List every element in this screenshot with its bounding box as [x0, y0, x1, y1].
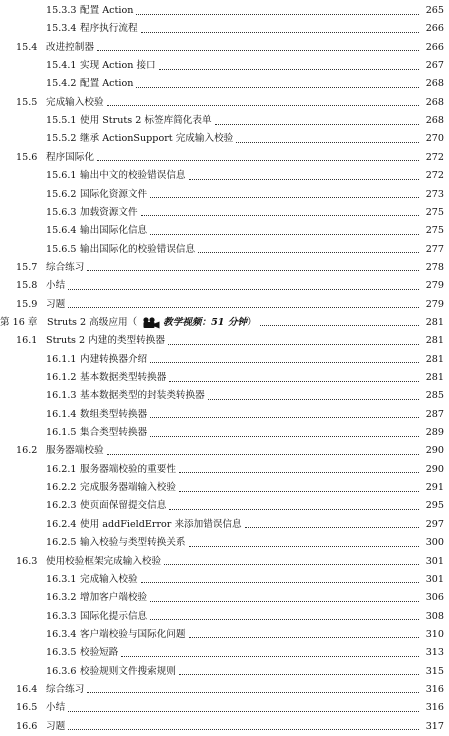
toc-page-number: 306	[425, 592, 444, 604]
toc-title: 集合类型转换器	[80, 427, 148, 439]
dot-leader	[164, 564, 419, 565]
toc-page-number: 281	[425, 316, 444, 328]
toc-section-row[interactable]	[0, 259, 449, 277]
toc-title: 配置 Action	[80, 5, 134, 16]
dot-leader	[97, 50, 419, 51]
toc-page-number: 275	[425, 206, 444, 218]
toc-number: 16.1.4	[46, 408, 77, 420]
dot-leader	[189, 179, 419, 180]
toc-page-number: 315	[425, 665, 444, 677]
toc-number: 16.2.5	[46, 537, 77, 549]
toc-subsection-row[interactable]	[0, 461, 449, 479]
toc-title: 输出国际化信息	[80, 225, 148, 237]
toc-subsection-row[interactable]	[0, 351, 449, 369]
toc-title: 校验短路	[80, 647, 119, 659]
toc-page-number: 295	[425, 500, 444, 512]
toc-page-number: 281	[425, 335, 444, 347]
dot-leader	[68, 729, 419, 730]
toc-number: 15.5	[16, 96, 38, 108]
toc-page-number: 268	[425, 115, 444, 127]
dot-leader	[68, 307, 419, 308]
toc-number: 15.7	[16, 261, 38, 273]
toc-title: 完成服务器端输入校验	[80, 482, 176, 494]
toc-page-number: 270	[425, 133, 444, 145]
toc-page-number: 285	[425, 390, 444, 402]
dot-leader	[121, 656, 419, 657]
toc-subsection-row[interactable]	[0, 644, 449, 662]
toc-page-number: 279	[425, 298, 444, 310]
toc-page-number: 265	[425, 5, 444, 16]
toc-subsection-row[interactable]	[0, 589, 449, 607]
toc-page-number: 310	[425, 628, 444, 640]
toc-section-row[interactable]	[0, 39, 449, 57]
toc-title: 基本数据类型的封装类转换器	[80, 390, 205, 402]
toc-subsection-row[interactable]	[0, 57, 449, 75]
dot-leader	[150, 436, 419, 437]
toc-number: 15.3.4	[46, 23, 77, 35]
toc-title: 国际化提示信息	[80, 610, 148, 622]
toc-number: 15.4	[16, 41, 38, 53]
toc-page-number: 317	[425, 720, 444, 732]
toc-page-number: 316	[425, 702, 444, 714]
toc-number: 16.2.1	[46, 463, 77, 475]
toc-subsection-row[interactable]	[0, 112, 449, 130]
toc-number: 15.6.5	[46, 243, 77, 255]
toc-title: 完成输入校验	[80, 573, 138, 585]
toc-number: 16.3.4	[46, 628, 77, 640]
toc-number: 16.6	[16, 720, 38, 732]
toc-title: Struts 2 内建的类型转换器	[46, 335, 165, 347]
toc-subsection-row[interactable]	[0, 130, 449, 148]
toc-number: 15.4.1	[46, 60, 77, 72]
toc-number: 15.6.4	[46, 225, 77, 237]
toc-title: 输出中文的校验错误信息	[80, 170, 186, 182]
toc-page-number: 281	[425, 353, 444, 365]
dot-leader	[179, 674, 419, 675]
toc-subsection-row[interactable]	[0, 626, 449, 644]
video-badge	[139, 314, 247, 332]
toc-title: 基本数据类型转换器	[80, 372, 167, 383]
toc-title: 使用 Struts 2 标签库简化表单	[80, 115, 212, 127]
toc-subsection-row[interactable]	[0, 424, 449, 442]
toc-page-number: 272	[425, 151, 444, 163]
toc-title: 内建转换器介绍	[80, 353, 148, 365]
toc-page-number: 266	[425, 41, 444, 53]
toc-number: 15.9	[16, 298, 38, 310]
toc-section-row[interactable]	[0, 681, 449, 699]
dot-leader	[136, 87, 419, 88]
toc-number: 15.5.2	[46, 133, 77, 145]
toc-number: 15.6.3	[46, 206, 77, 218]
toc-title: 继承 ActionSupport 完成输入校验	[80, 133, 234, 145]
toc-number: 16.3.1	[46, 573, 77, 585]
dot-leader	[208, 399, 419, 400]
dot-leader	[179, 491, 419, 492]
toc-page-number: 297	[425, 518, 444, 530]
toc-title: 综合练习	[46, 261, 85, 273]
toc-title: 增加客户端校验	[80, 592, 148, 604]
toc-page-number: 290	[425, 445, 444, 457]
toc-section-row[interactable]	[0, 699, 449, 717]
toc-page-number: 275	[425, 225, 444, 237]
toc-number: 16.3.3	[46, 610, 77, 622]
dot-leader	[260, 325, 419, 326]
closing-paren: ）	[247, 316, 257, 328]
toc-number: 15.6.2	[46, 188, 77, 200]
dot-leader	[198, 252, 419, 253]
toc-subsection-row[interactable]	[0, 167, 449, 185]
toc-page-number: 267	[425, 60, 444, 72]
dot-leader	[150, 197, 419, 198]
toc-number: 15.8	[16, 280, 38, 292]
toc-page-number: 291	[425, 482, 444, 494]
toc-number: 16.2.2	[46, 482, 77, 494]
toc-number: 第 16 章	[0, 316, 38, 328]
toc-title: 使用校验框架完成输入校验	[46, 555, 162, 567]
toc-title: 程序国际化	[46, 151, 94, 163]
toc-title: 程序执行流程	[80, 23, 138, 35]
toc-page-number: 300	[425, 537, 444, 549]
toc-page-number: 301	[425, 555, 444, 567]
toc-number: 16.1.5	[46, 427, 77, 439]
toc-page-number: 268	[425, 78, 444, 90]
dot-leader	[107, 105, 419, 106]
toc-page-number: 290	[425, 463, 444, 475]
toc-title: 输入校验与类型转换关系	[80, 537, 186, 549]
dot-leader	[179, 472, 419, 473]
toc-page-number: 289	[425, 427, 444, 439]
toc-number: 16.3	[16, 555, 38, 567]
dot-leader	[87, 270, 419, 271]
toc-subsection-row[interactable]	[0, 608, 449, 626]
toc-title: 使用 addFieldError 来添加错误信息	[80, 518, 242, 530]
dot-leader	[159, 69, 419, 70]
toc-section-row[interactable]	[0, 442, 449, 460]
toc-subsection-row[interactable]	[0, 186, 449, 204]
toc-page-number: 277	[425, 243, 444, 255]
toc-subsection-row[interactable]	[0, 516, 449, 534]
toc-number: 15.6	[16, 151, 38, 163]
dot-leader	[189, 546, 419, 547]
toc-number: 16.3.5	[46, 647, 77, 659]
toc-title: 小结	[46, 280, 66, 292]
toc-title: 服务器端校验	[46, 445, 104, 457]
toc-page-number: 287	[425, 408, 444, 420]
toc-subsection-row[interactable]	[0, 204, 449, 222]
toc-title: 习题	[46, 720, 66, 732]
toc-subsection-row[interactable]	[0, 241, 449, 259]
dot-leader	[189, 637, 419, 638]
toc-subsection-row[interactable]	[0, 406, 449, 424]
toc-title: 数组类型转换器	[80, 408, 148, 420]
toc-chapter-row[interactable]	[0, 314, 449, 332]
dot-leader	[97, 160, 419, 161]
toc-page-number: 266	[425, 23, 444, 35]
toc-number: 16.1	[16, 335, 38, 347]
dot-leader	[236, 142, 419, 143]
dot-leader	[141, 215, 419, 216]
dot-leader	[141, 582, 419, 583]
toc-subsection-row[interactable]	[0, 222, 449, 240]
toc-subsection-row[interactable]	[0, 663, 449, 681]
dot-leader	[87, 692, 419, 693]
toc-subsection-row[interactable]	[0, 20, 449, 38]
toc-subsection-row[interactable]	[0, 387, 449, 405]
toc-section-row[interactable]	[0, 332, 449, 350]
dot-leader	[169, 381, 419, 382]
toc-page-number: 279	[425, 280, 444, 292]
toc-number: 16.1.2	[46, 372, 77, 383]
toc-page-number: 273	[425, 188, 444, 200]
dot-leader	[68, 711, 419, 712]
toc-number: 15.6.1	[46, 170, 77, 182]
dot-leader	[169, 509, 419, 510]
toc-page-number: 308	[425, 610, 444, 622]
toc-title: 小结	[46, 702, 66, 714]
toc-title: 使页面保留提交信息	[80, 500, 167, 512]
toc-title: Struts 2 高级应用（	[47, 316, 138, 328]
toc-title: 校验规则文件搜索规则	[80, 665, 176, 677]
toc-subsection-row[interactable]	[0, 497, 449, 515]
toc-title: 配置 Action	[80, 78, 134, 90]
toc-page-number: 268	[425, 96, 444, 108]
toc-number: 16.2.3	[46, 500, 77, 512]
toc-number: 16.1.3	[46, 390, 77, 402]
dot-leader	[150, 417, 419, 418]
toc-title: 客户端校验与国际化问题	[80, 628, 186, 640]
toc-subsection-row[interactable]	[0, 534, 449, 552]
dot-leader	[150, 601, 419, 602]
toc-title: 输出国际化的校验错误信息	[80, 243, 196, 255]
toc-number: 15.5.1	[46, 115, 77, 127]
toc-subsection-row[interactable]	[0, 479, 449, 497]
toc-page-number: 316	[425, 683, 444, 695]
toc-page-number: 301	[425, 573, 444, 585]
toc-page-number: 281	[425, 372, 444, 383]
toc-subsection-row[interactable]	[0, 369, 449, 387]
video-duration: 教学视频：51 分钟	[163, 316, 248, 328]
toc-section-row[interactable]	[0, 296, 449, 314]
dot-leader	[150, 234, 419, 235]
dot-leader	[245, 527, 419, 528]
toc-section-row[interactable]	[0, 277, 449, 295]
toc-section-row[interactable]	[0, 94, 449, 112]
dot-leader	[141, 32, 419, 33]
toc-subsection-row[interactable]	[0, 571, 449, 589]
toc-section-row[interactable]	[0, 149, 449, 167]
toc-title: 完成输入校验	[46, 96, 104, 108]
toc-number: 16.5	[16, 702, 38, 714]
toc-subsection-row[interactable]	[0, 75, 449, 93]
toc-title: 服务器端校验的重要性	[80, 463, 176, 475]
toc-page-number: 313	[425, 647, 444, 659]
toc-number: 16.3.6	[46, 665, 77, 677]
dot-leader	[136, 14, 419, 15]
toc-number: 16.2.4	[46, 518, 77, 530]
dot-leader	[150, 619, 419, 620]
toc-number: 16.3.2	[46, 592, 77, 604]
toc-number: 15.3.3	[46, 5, 77, 16]
toc-title: 加载资源文件	[80, 206, 138, 218]
dot-leader	[150, 362, 419, 363]
toc-title: 习题	[46, 298, 66, 310]
toc-subsection-row[interactable]	[0, 2, 449, 20]
dot-leader	[107, 454, 419, 455]
toc-title: 国际化资源文件	[80, 188, 148, 200]
toc-number: 16.2	[16, 445, 38, 457]
toc-title: 综合练习	[46, 683, 85, 695]
dot-leader	[215, 124, 419, 125]
dot-leader	[168, 344, 419, 345]
video-camera-icon	[142, 317, 160, 329]
toc-number: 15.4.2	[46, 78, 77, 90]
toc-title: 改进控制器	[46, 41, 94, 53]
toc-number: 16.4	[16, 683, 38, 695]
dot-leader	[68, 289, 419, 290]
toc-section-row[interactable]	[0, 553, 449, 571]
toc-section-row[interactable]	[0, 718, 449, 736]
toc-page-number: 278	[425, 261, 444, 273]
toc-title: 实现 Action 接口	[80, 60, 156, 72]
toc-number: 16.1.1	[46, 353, 77, 365]
toc-page-number: 272	[425, 170, 444, 182]
